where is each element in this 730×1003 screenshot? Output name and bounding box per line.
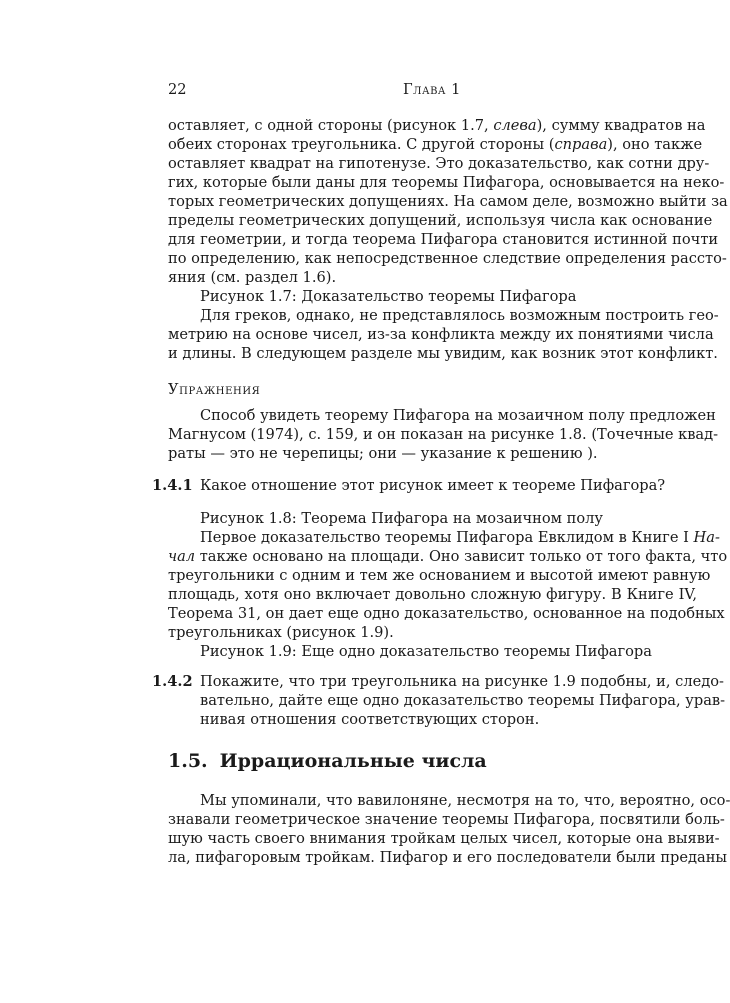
text-line: шую часть своего внимания тройкам целых чисел, которые она выяви- [168, 830, 720, 847]
section-number: 1.5. [168, 750, 208, 772]
text-line: гих, которые были даны для теоремы Пифагора, основывается на неко- [168, 174, 725, 191]
figure-caption-1-8: Рисунок 1.8: Теорема Пифагора на мозаичном полу [200, 510, 603, 527]
exercise-number: 1.4.2 [152, 673, 193, 690]
text-line: Магнусом (1974), с. 159, и он показан на рисунке 1.8. (Точечные квад- [168, 426, 719, 443]
exercise-text: Какое отношение этот рисунок имеет к теореме Пифагора? [200, 477, 666, 494]
text-line: торых геометрических допущениях. На самом деле, возможно выйти за [168, 193, 728, 210]
text-line: по определению, как непосредственное следствие определения рассто- [168, 250, 727, 267]
text-line: и длины. В следующем разделе мы увидим, как возник этот конфликт. [168, 345, 718, 362]
exercise-text: Покажите, что три треугольника на рисунке 1.9 подобны, и, следо- [200, 673, 724, 690]
text-line: Способ увидеть теорему Пифагора на мозаичном полу предложен [200, 407, 716, 424]
text-line: пределы геометрических допущений, используя числа как основание [168, 212, 713, 229]
text-line: Мы упоминали, что вавилоняне, несмотря на то, что, вероятно, осо- [200, 792, 730, 809]
text-line: площадь, хотя оно включает довольно сложную фигуру. В Книге IV, [168, 586, 697, 603]
text-line: метрию на основе чисел, из-за конфликта между их понятиями числа [168, 326, 714, 343]
running-head: Глава 1 [403, 81, 461, 98]
text-line: Теорема 31, он дает еще одно доказательство, основанное на подобных [168, 605, 725, 622]
text-line: для геометрии, и тогда теорема Пифагора становится истинной почти [168, 231, 719, 248]
figure-caption-1-9: Рисунок 1.9: Еще одно доказательство теоремы Пифагора [200, 643, 652, 660]
page-number: 22 [168, 81, 187, 98]
text-line: раты — это не черепицы; они — указание к решению ). [168, 445, 598, 462]
section-title: Иррациональные числа [219, 750, 487, 772]
exercise-text: нивая отношения соответствующих сторон. [200, 711, 540, 728]
text-line: Для греков, однако, не представлялось возможным построить гео- [200, 307, 719, 324]
figure-caption-1-7: Рисунок 1.7: Доказательство теоремы Пифагора [200, 288, 577, 305]
section-heading [168, 749, 487, 773]
text-line: оставляет квадрат на гипотенузе. Это доказательство, как сотни дру- [168, 155, 710, 172]
text-line: яния (см. раздел 1.6). [168, 269, 337, 286]
text-line: обеих сторонах треугольника. С другой стороны (справа), оно также [168, 136, 703, 153]
text-line: оставляет, с одной стороны (рисунок 1.7, слева), сумму квадратов на [168, 117, 706, 134]
text-line: Первое доказательство теоремы Пифагора Евклидом в Книге I На- [200, 529, 720, 546]
text-line: чал также основано на площади. Оно зависит только от того факта, что [168, 548, 728, 565]
text-line: знавали геометрическое значение теоремы Пифагора, посвятили боль- [168, 811, 725, 828]
text-line: треугольниках (рисунок 1.9). [168, 624, 394, 641]
text-line: ла, пифагоровым тройкам. Пифагор и его последователи были преданы [168, 849, 728, 866]
text-line: треугольники с одним и тем же основанием и высотой имеют равную [168, 567, 711, 584]
exercises-heading: Упражнения [168, 381, 261, 398]
exercise-number: 1.4.1 [152, 477, 193, 494]
exercise-text: вательно, дайте еще одно доказательство теоремы Пифагора, урав- [200, 692, 726, 709]
